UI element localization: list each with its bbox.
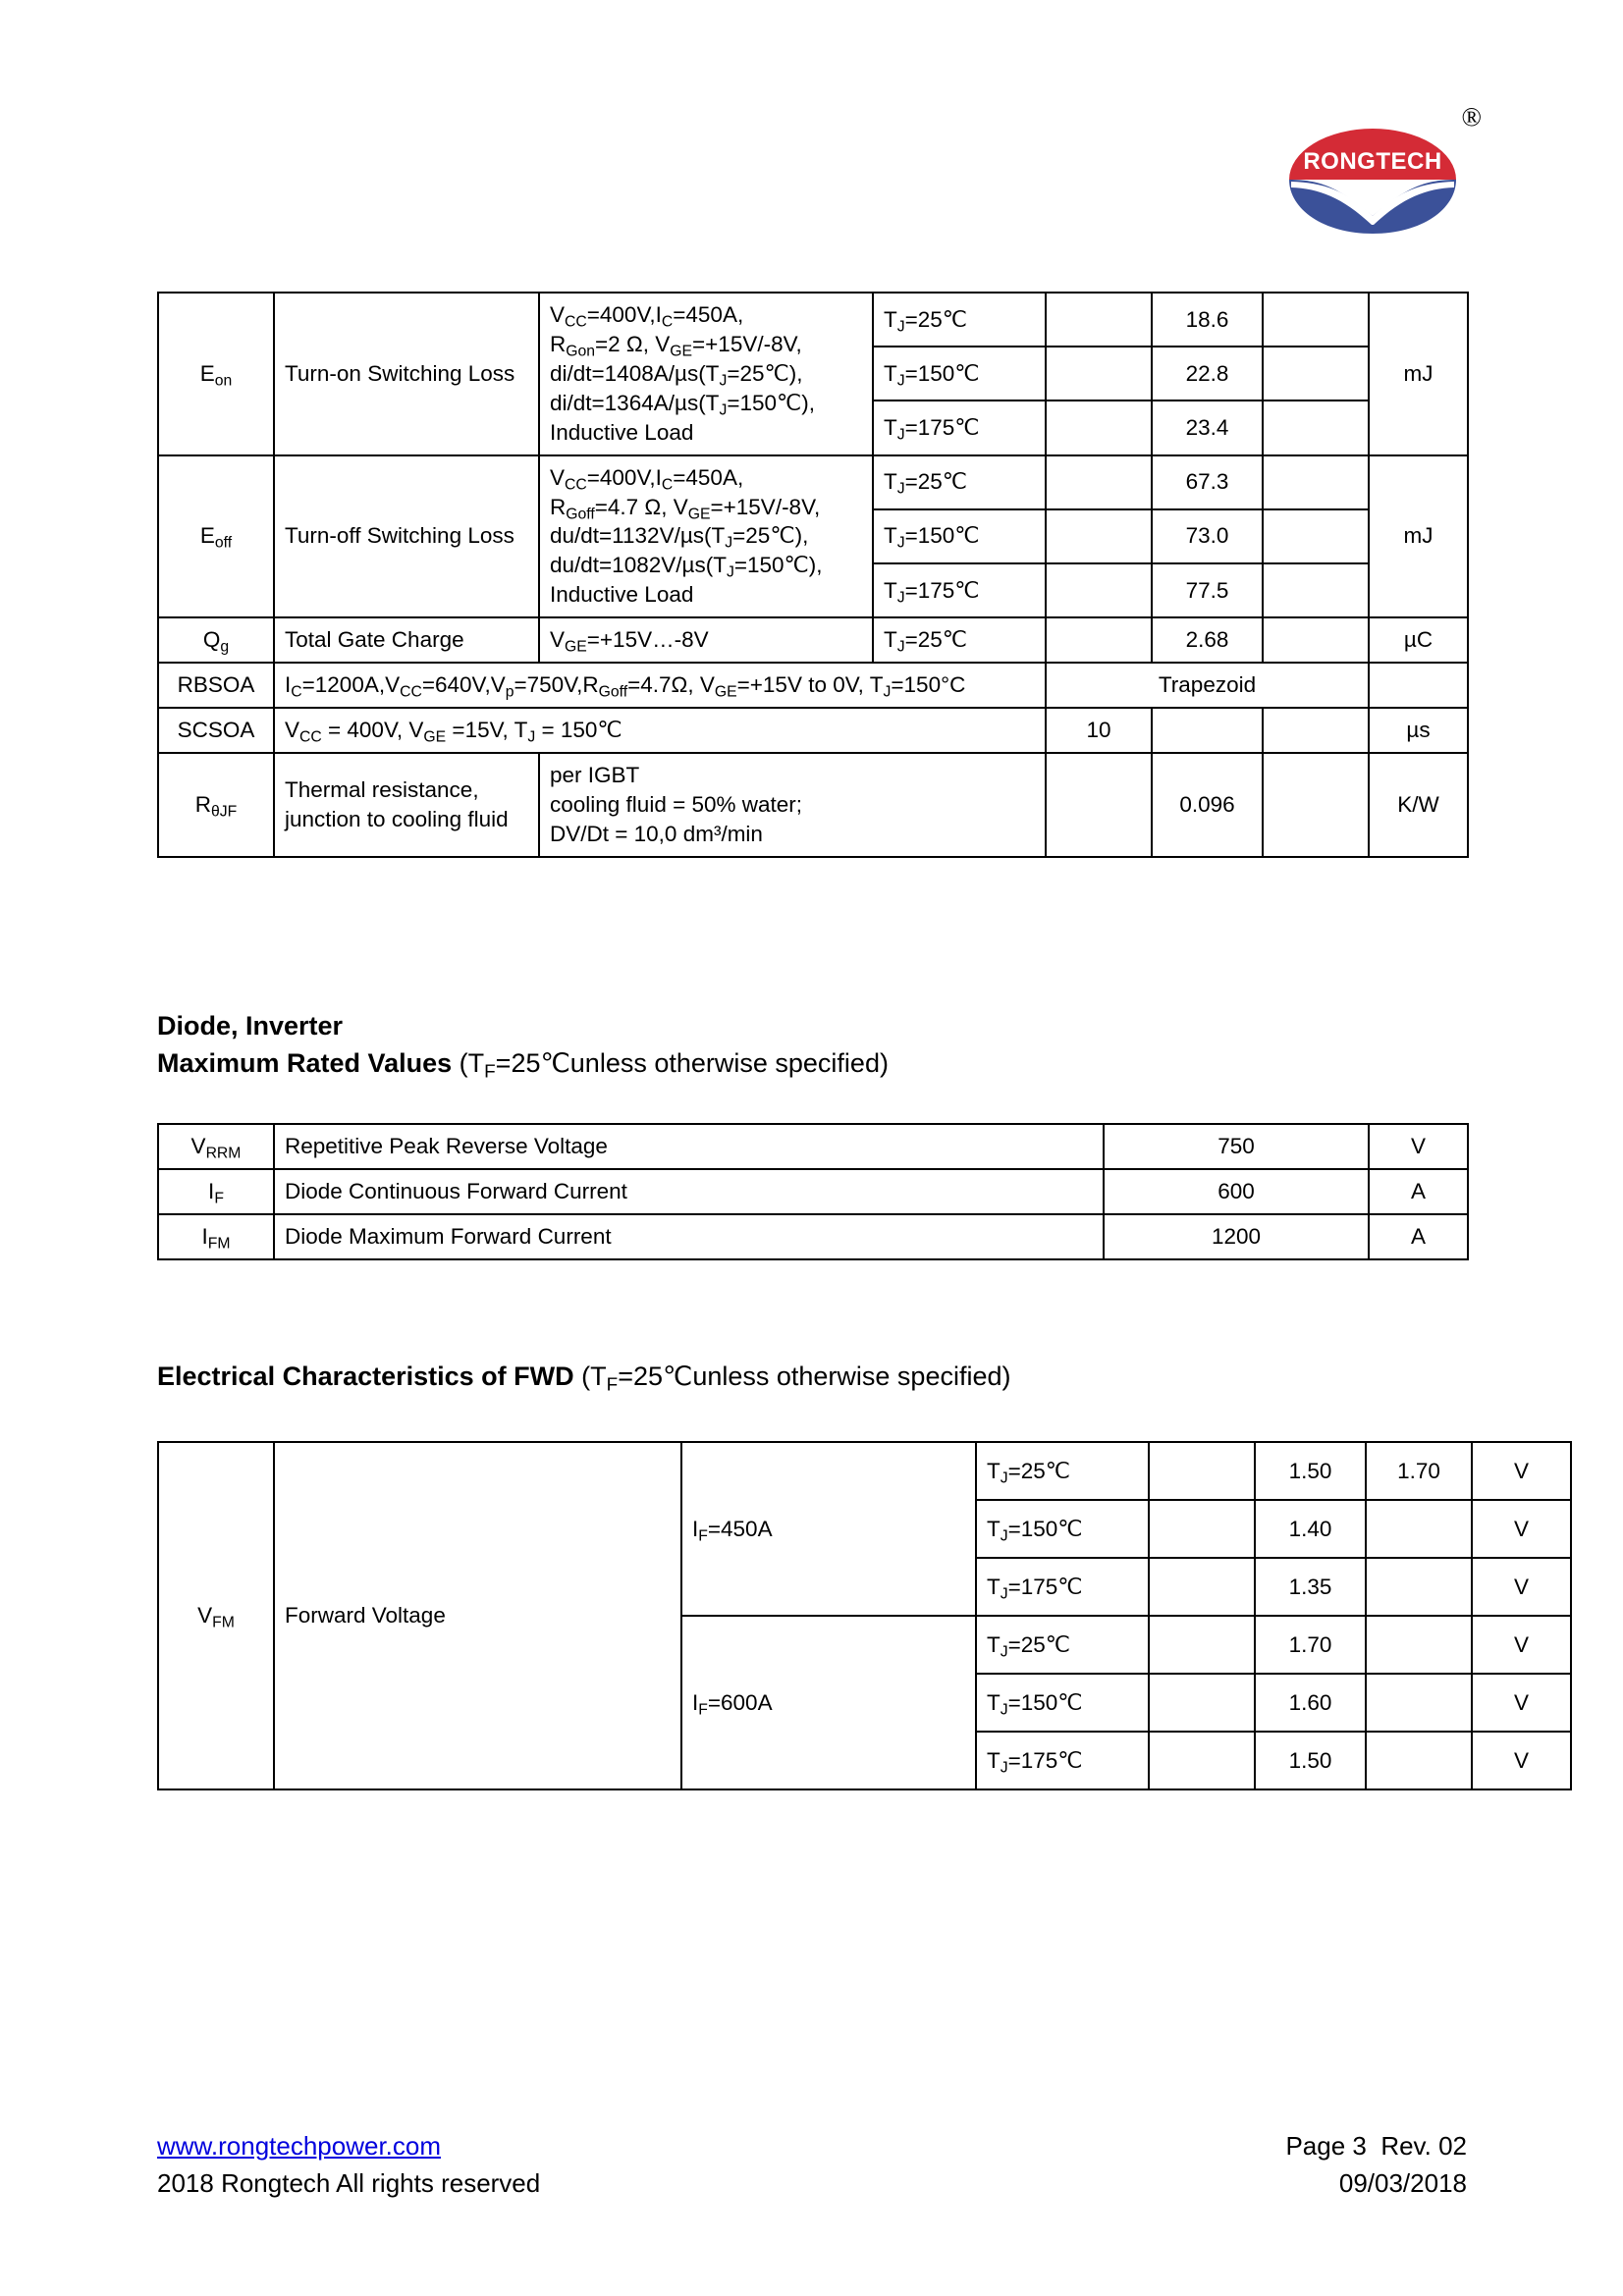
- condition-line: $di/dt=1364A/\mu s(T_J=150℃)$,: [550, 390, 816, 419]
- description-cell: Repetitive Peak Reverse Voltage: [274, 1124, 1104, 1169]
- symbol-sub: off: [214, 534, 233, 552]
- temperature-cell: $T_J=25℃$: [873, 293, 1046, 347]
- heading-line-2-bold: Maximum Rated Values: [157, 1048, 453, 1079]
- temperature-cell: $T_J=175℃$: [873, 563, 1046, 617]
- symbol-cell: [158, 1169, 274, 1214]
- temperature-cell: $T_J=150℃$: [976, 1500, 1149, 1558]
- max-cell: [1366, 1732, 1472, 1789]
- unit-cell: µs: [1369, 708, 1468, 753]
- typ-cell: [1152, 708, 1263, 753]
- conditions-cell: [539, 753, 1046, 857]
- symbol-main: V: [197, 1603, 213, 1629]
- page-revision: Page 3 Rev. 02: [1285, 2131, 1467, 2161]
- description-cell: Diode Continuous Forward Current: [274, 1169, 1104, 1214]
- symbol-main: I: [208, 1178, 215, 1203]
- symbol-sub: RRM: [205, 1145, 242, 1162]
- symbol-cell: [158, 293, 274, 455]
- table-row: [158, 1124, 1468, 1169]
- temperature-cell: $T_J=150℃$: [873, 347, 1046, 400]
- symbol-sub: F: [214, 1190, 224, 1207]
- unit-cell: [1369, 663, 1468, 708]
- rongtech-logo: [1279, 102, 1482, 234]
- table-row: [158, 753, 1468, 857]
- logo-graphic: [1279, 126, 1466, 234]
- symbol-main: Q: [202, 627, 221, 653]
- max-cell: [1366, 1674, 1472, 1732]
- min-cell: 10: [1046, 708, 1152, 753]
- temperature-cell: $T_J=175℃$: [976, 1558, 1149, 1616]
- heading-line-1: Diode, Inverter: [157, 1011, 344, 1041]
- unit-cell: A: [1369, 1214, 1468, 1259]
- typ-cell: 1.60: [1255, 1674, 1366, 1732]
- temperature-cell: $T_J=175℃$: [873, 400, 1046, 454]
- conditions-cell: $V_{CC} = 400V$, $V_{GE} =15V$, $T_J$ = 150℃: [274, 708, 1046, 753]
- min-cell: [1149, 1500, 1255, 1558]
- max-cell: [1263, 753, 1369, 857]
- min-cell: [1149, 1558, 1255, 1616]
- symbol-cell: [158, 753, 274, 857]
- table-row: [158, 1214, 1468, 1259]
- table-row: [158, 1169, 1468, 1214]
- unit-cell: V: [1472, 1674, 1571, 1732]
- svg-text:RONGTECH: RONGTECH: [1303, 148, 1442, 175]
- temperature-cell: $T_J=175℃$: [976, 1732, 1149, 1789]
- condition-line: $du/dt=1082V/\mu s(T_J=150℃)$,: [550, 553, 823, 581]
- unit-cell: A: [1369, 1169, 1468, 1214]
- condition-line: $di/dt=1408A/\mu s(T_J=25℃)$,: [550, 360, 803, 390]
- symbol-main: E: [199, 523, 215, 549]
- min-cell: [1046, 563, 1152, 617]
- table-row: [158, 708, 1468, 753]
- switching-characteristics-table: [157, 292, 1469, 858]
- condition-line: $du/dt=1132V/\mu s(T_J=25℃)$,: [550, 523, 809, 552]
- description-cell: Turn-on Switching Loss: [274, 293, 539, 455]
- unit-cell: mJ: [1369, 455, 1468, 618]
- condition-line: $V_{CC}=400V,I_C=450A$,: [550, 302, 744, 331]
- symbol-cell: [158, 1442, 274, 1789]
- max-cell: 1.70: [1366, 1442, 1472, 1500]
- symbol-sub: on: [214, 372, 233, 390]
- symbol-cell: [158, 1214, 274, 1259]
- symbol-cell: [158, 617, 274, 663]
- temperature-cell: $T_J=25℃$: [873, 455, 1046, 509]
- unit-cell: V: [1472, 1442, 1571, 1500]
- min-cell: [1046, 347, 1152, 400]
- condition-line: Inductive Load: [550, 419, 694, 445]
- temperature-cell: $T_J=25℃$: [976, 1616, 1149, 1674]
- condition-line: cooling fluid = 50% water;: [550, 791, 803, 817]
- min-cell: [1149, 1616, 1255, 1674]
- min-cell: [1046, 455, 1152, 509]
- conditions-cell: $I_C=1200A,V_{CC}=640V,V_p=750V,R_{Goff}=4.7\Omega$, $V_{GE}=+15V$ to 0V, $T_J=150^\circ C$: [274, 663, 1046, 708]
- symbol-cell: [158, 1124, 274, 1169]
- unit-cell: V: [1472, 1558, 1571, 1616]
- symbol-main: I: [201, 1223, 208, 1249]
- temperature-cell: $T_J=150℃$: [976, 1674, 1149, 1732]
- current-condition-cell: $I_F=600A$: [681, 1616, 976, 1789]
- unit-cell: mJ: [1369, 293, 1468, 455]
- typ-cell: 1.50: [1255, 1732, 1366, 1789]
- description-cell: Forward Voltage: [274, 1442, 681, 1789]
- max-cell: [1366, 1616, 1472, 1674]
- table-row: [158, 455, 1468, 509]
- unit-cell: V: [1472, 1732, 1571, 1789]
- min-cell: [1046, 400, 1152, 454]
- temperature-cell: $T_J=25℃$: [873, 617, 1046, 663]
- table-row: [158, 1442, 1571, 1500]
- min-cell: [1149, 1674, 1255, 1732]
- symbol-cell: RBSOA: [158, 663, 274, 708]
- symbol-main: V: [190, 1134, 206, 1158]
- table-row: [158, 663, 1468, 708]
- description-cell: Thermal resistance, junction to cooling fluid: [274, 753, 539, 857]
- typ-cell: 73.0: [1152, 509, 1263, 563]
- unit-cell: K/W: [1369, 753, 1468, 857]
- min-cell: [1046, 753, 1152, 857]
- footer-date: 09/03/2018: [1338, 2167, 1467, 2198]
- conditions-cell: [539, 293, 873, 455]
- fwd-section-heading: [157, 1358, 1010, 1395]
- temperature-cell: $T_J=150℃$: [873, 509, 1046, 563]
- typ-cell: 1.35: [1255, 1558, 1366, 1616]
- value-cell: 600: [1104, 1169, 1369, 1214]
- condition-line: $V_{CC}=400V,I_C=450A$,: [550, 464, 744, 494]
- typ-cell: 1.40: [1255, 1500, 1366, 1558]
- min-cell: [1046, 293, 1152, 347]
- typ-cell: 18.6: [1152, 293, 1263, 347]
- typ-cell: 1.50: [1255, 1442, 1366, 1500]
- unit-cell: µC: [1369, 617, 1468, 663]
- table-row: [158, 293, 1468, 347]
- temperature-cell: $T_J=25℃$: [976, 1442, 1149, 1500]
- symbol-main: E: [199, 360, 215, 386]
- min-cell: [1149, 1732, 1255, 1789]
- symbol-main: R: [194, 791, 211, 817]
- typ-cell: 22.8: [1152, 347, 1263, 400]
- max-cell: [1263, 708, 1369, 753]
- typ-cell: 67.3: [1152, 455, 1263, 509]
- typ-cell: 0.096: [1152, 753, 1263, 857]
- current-condition-cell: $I_F=450A$: [681, 1442, 976, 1616]
- max-cell: [1263, 293, 1369, 347]
- diode-section-heading: [157, 1007, 889, 1083]
- max-cell: [1263, 563, 1369, 617]
- website-link[interactable]: www.rongtechpower.com: [157, 2131, 442, 2161]
- unit-cell: V: [1472, 1500, 1571, 1558]
- max-cell: [1263, 400, 1369, 454]
- page-footer: [157, 2128, 1467, 2202]
- symbol-sub: θJF: [210, 803, 238, 821]
- value-cell: 1200: [1104, 1214, 1369, 1259]
- symbol-sub: FM: [212, 1614, 235, 1631]
- min-cell: [1046, 617, 1152, 663]
- fwd-heading-bold: Electrical Characteristics of FWD: [157, 1362, 574, 1391]
- condition-line: DV/Dt = 10,0 dm³/min: [550, 821, 763, 846]
- heading-line-2-note: ($T_F=25℃unless$ otherwise specified): [452, 1048, 889, 1083]
- min-cell: [1046, 509, 1152, 563]
- typ-cell: 1.70: [1255, 1616, 1366, 1674]
- conditions-cell: [539, 455, 873, 618]
- symbol-cell: SCSOA: [158, 708, 274, 753]
- max-cell: [1366, 1558, 1472, 1616]
- condition-line: $R_{Gon}=2$ Ω, $V_{GE}=+15V/-8V$,: [550, 331, 802, 360]
- conditions-cell: $V_{GE}=+15V\dots-8V$: [539, 617, 873, 663]
- max-cell: [1263, 347, 1369, 400]
- fwd-electrical-characteristics-table: [157, 1441, 1572, 1790]
- description-cell: Diode Maximum Forward Current: [274, 1214, 1104, 1259]
- value-cell: Trapezoid: [1046, 663, 1369, 708]
- description-cell: Total Gate Charge: [274, 617, 539, 663]
- unit-cell: V: [1472, 1616, 1571, 1674]
- value-cell: 750: [1104, 1124, 1369, 1169]
- maximum-rated-values-table: [157, 1123, 1469, 1260]
- typ-cell: 77.5: [1152, 563, 1263, 617]
- max-cell: [1263, 509, 1369, 563]
- typ-cell: 2.68: [1152, 617, 1263, 663]
- unit-cell: V: [1369, 1124, 1468, 1169]
- fwd-heading-note: ($T_F=25℃unless$ otherwise specified): [573, 1362, 1011, 1396]
- condition-line: Inductive Load: [550, 582, 694, 608]
- copyright-text: 2018 Rongtech All rights reserved: [157, 2167, 541, 2198]
- registered-trademark-icon: ®: [1461, 102, 1482, 132]
- max-cell: [1366, 1500, 1472, 1558]
- symbol-sub: FM: [207, 1235, 231, 1253]
- symbol-sub: g: [220, 638, 230, 656]
- symbol-cell: [158, 455, 274, 618]
- max-cell: [1263, 617, 1369, 663]
- condition-line: per IGBT: [550, 762, 640, 787]
- typ-cell: 23.4: [1152, 400, 1263, 454]
- min-cell: [1149, 1442, 1255, 1500]
- table-row: [158, 617, 1468, 663]
- description-cell: Turn-off Switching Loss: [274, 455, 539, 618]
- max-cell: [1263, 455, 1369, 509]
- condition-line: $R_{Goff}=4.7$ Ω, $V_{GE}=+15V/-8V$,: [550, 494, 821, 522]
